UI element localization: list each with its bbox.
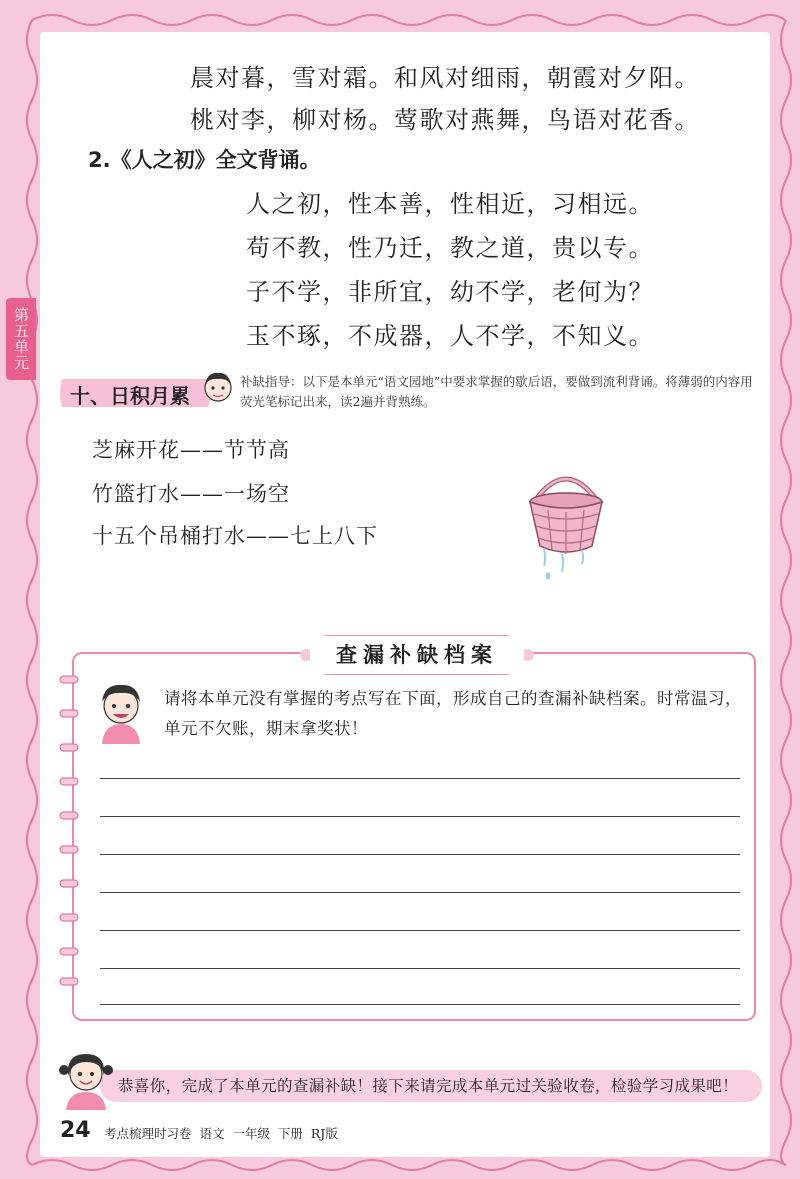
saying-item: 芝麻开花——节节高: [92, 438, 290, 462]
girl-avatar-icon: [58, 1048, 114, 1110]
review-box-title: 查漏补缺档案: [310, 636, 524, 674]
binder-rings: [58, 672, 82, 992]
poem-line: 子不学，非所宜，幼不学，老何为？: [246, 278, 654, 306]
writing-line[interactable]: [100, 1004, 740, 1005]
writing-line[interactable]: [100, 854, 740, 855]
writing-line[interactable]: [100, 892, 740, 893]
saying-item: 十五个吊桶打水——七上八下: [92, 524, 378, 548]
section10-title: [58, 375, 216, 411]
couplet-line: 桃对李，柳对杨。莺歌对燕舞，鸟语对花香。: [190, 106, 700, 134]
writing-line[interactable]: [100, 816, 740, 817]
poem-line: 苟不教，性乃迁，教之道，贵以专。: [246, 234, 654, 262]
congrats-text: 恭喜你，完成了本单元的查漏补缺！接下来请完成本单元过关验收卷，检验学习成果吧！: [118, 1077, 739, 1095]
page-number: 24: [60, 1118, 91, 1143]
section10-tip: 补缺指导：以下是本单元“语文园地”中要求掌握的歇后语，要做到流利背诵。将薄弱的内容用荧光笔标记出来，读2遍并背熟练。: [240, 374, 753, 409]
saying-item: 竹篮打水——一场空: [92, 482, 290, 506]
leaking-basket-icon: [518, 462, 614, 582]
review-instruction: 请将本单元没有掌握的考点写在下面，形成自己的查漏补缺档案。时常温习，单元不欠账，期末拿奖状！: [164, 689, 742, 738]
unit-side-tab: 第五单元: [6, 298, 36, 380]
poem-line: 玉不琢，不成器，人不学，不知义。: [246, 322, 654, 350]
writing-line[interactable]: [100, 968, 740, 969]
boy-avatar-icon: [92, 680, 150, 744]
writing-line[interactable]: [100, 930, 740, 931]
kid-thinking-icon: [200, 368, 236, 408]
couplet-line: 晨对暮，雪对霜。和风对细雨，朝霞对夕阳。: [190, 64, 700, 92]
section10-title-text: 十、日积月累: [70, 384, 190, 408]
writing-line[interactable]: [100, 778, 740, 779]
section2-heading: 2.《人之初》全文背诵。: [88, 148, 321, 172]
poem-line: 人之初，性本善，性相近，习相远。: [246, 190, 654, 218]
footer-text: 考点梳理时习卷 语文 一年级 下册 RJ版: [104, 1126, 338, 1141]
